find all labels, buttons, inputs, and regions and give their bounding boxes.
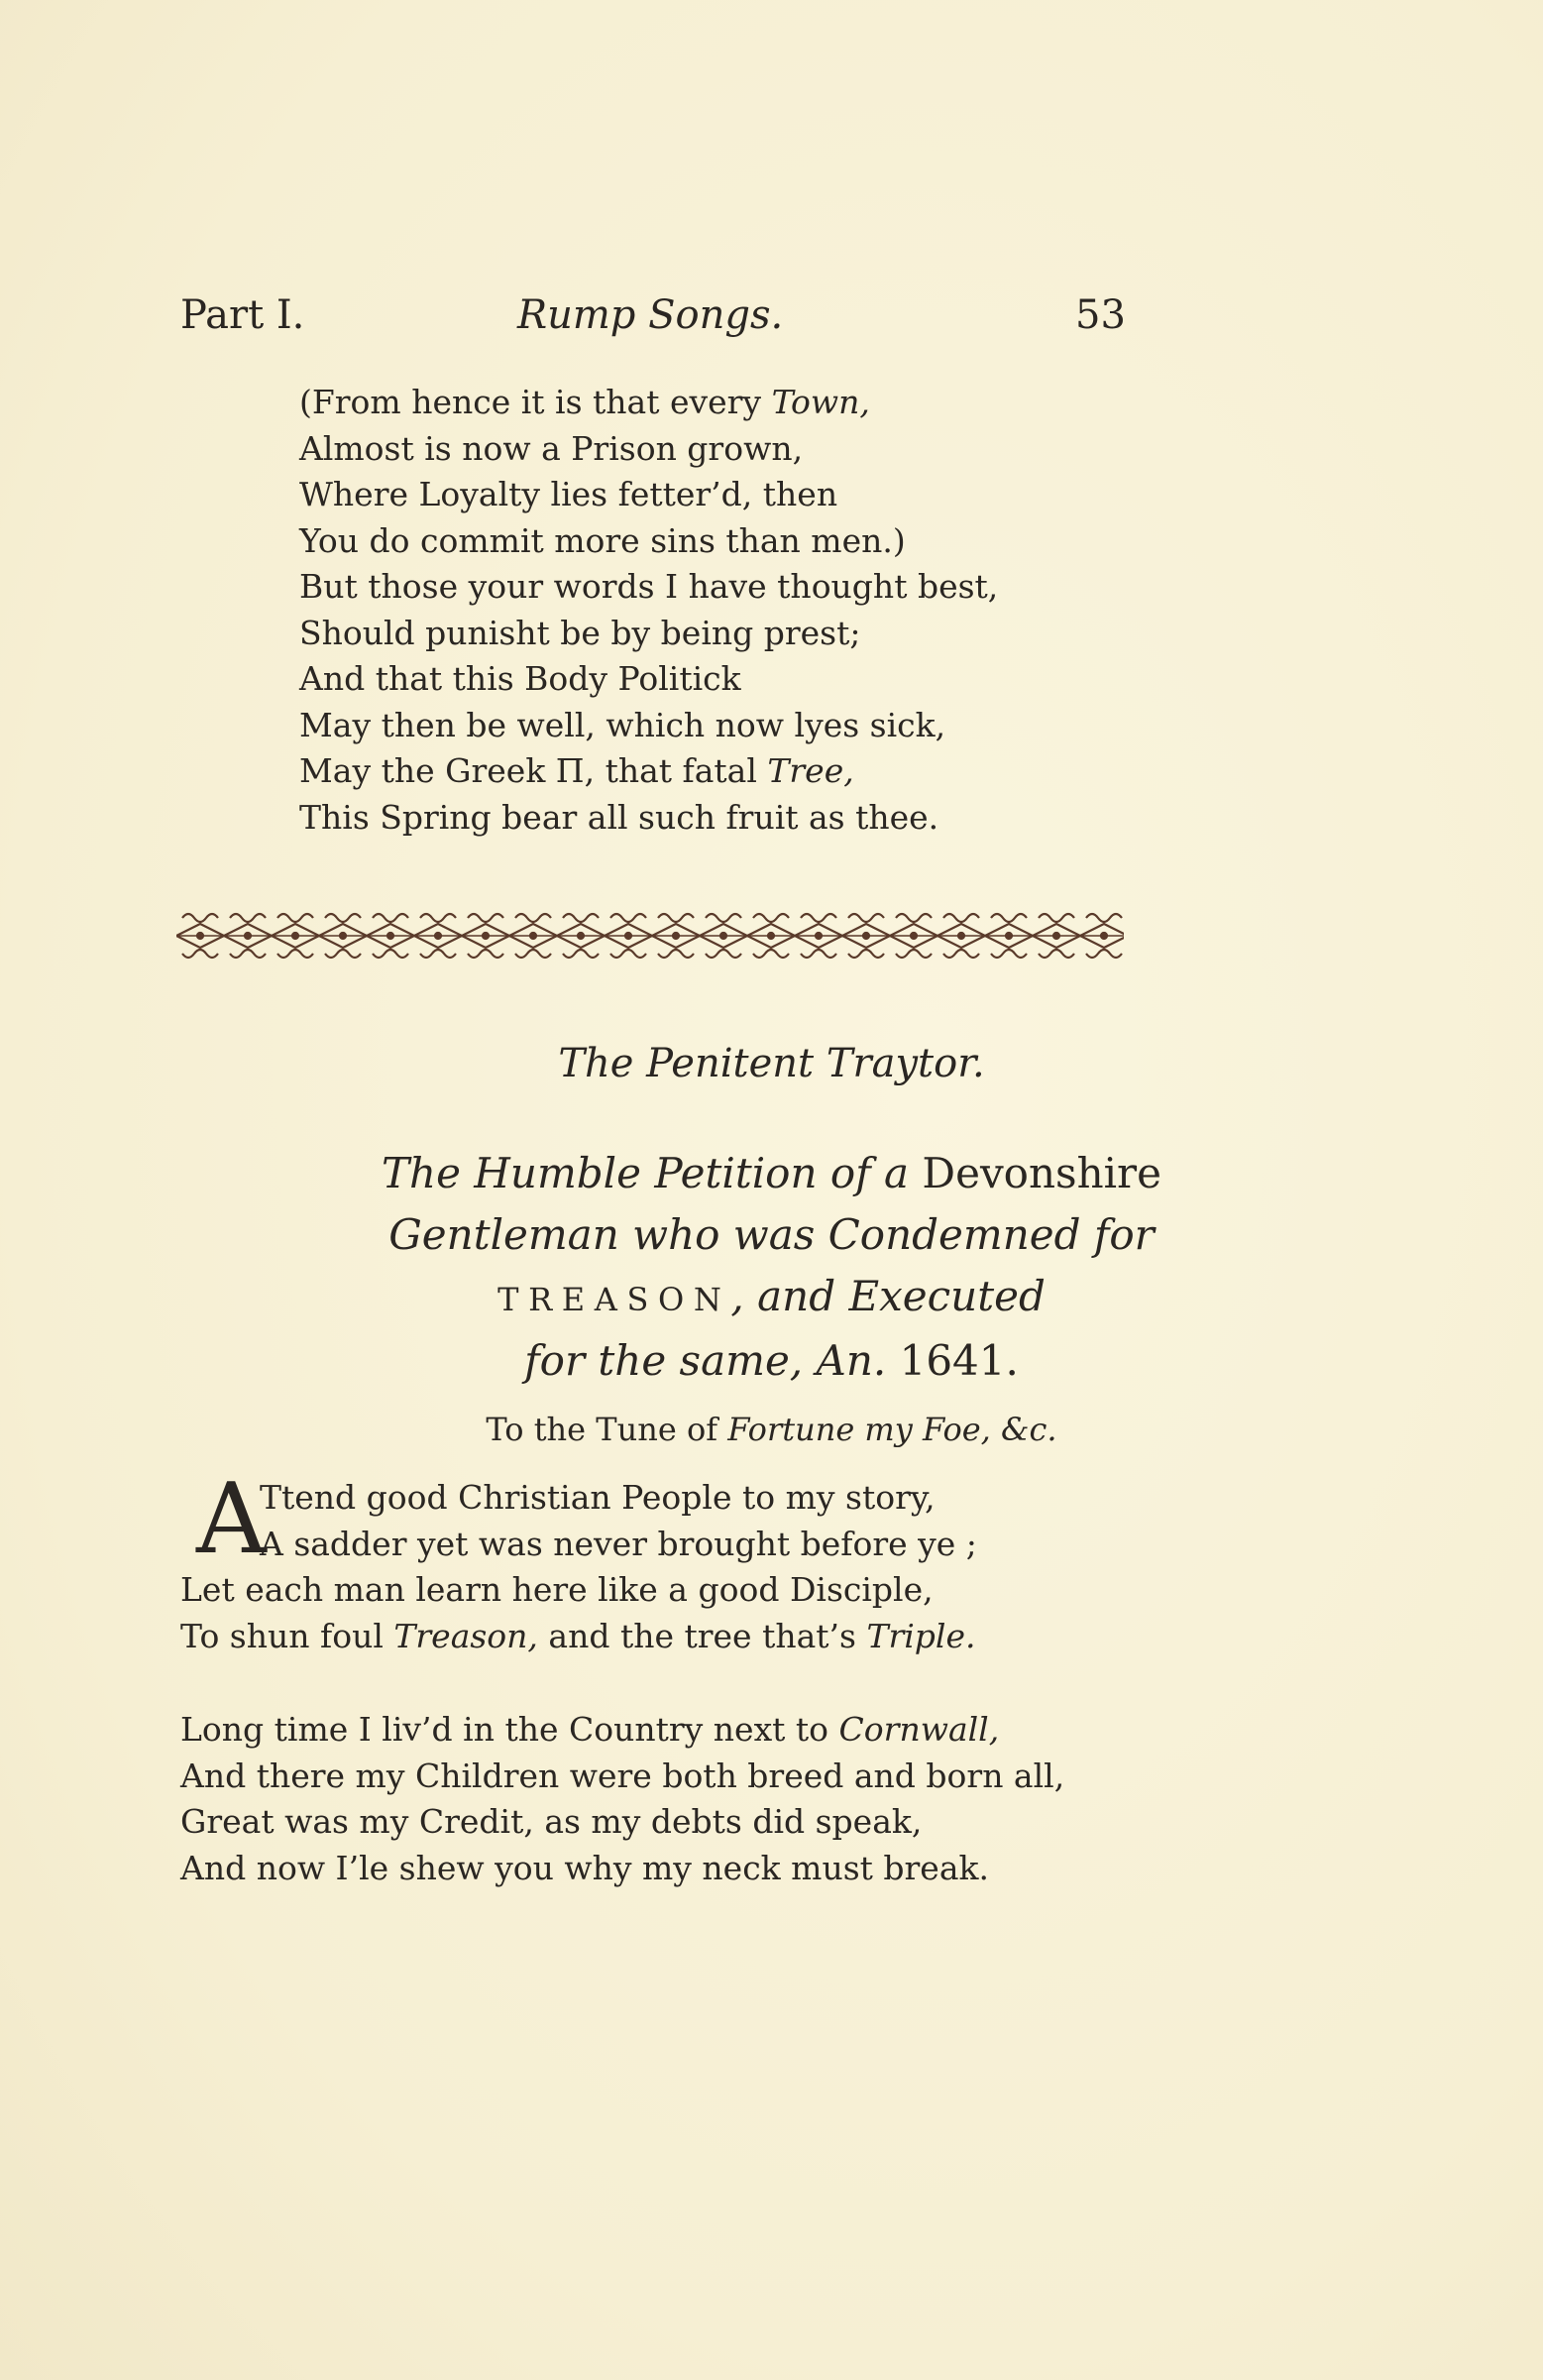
text-run: Ttend good Christian People to my story, bbox=[260, 1478, 936, 1517]
tune-line bbox=[0, 1411, 1543, 1448]
verse-line bbox=[180, 1567, 977, 1614]
text-run: (From hence it is that every bbox=[299, 383, 772, 421]
running-head-part: Part I. bbox=[180, 292, 305, 338]
verse-line bbox=[180, 1475, 977, 1522]
verse-line bbox=[299, 380, 998, 426]
drop-cap: A bbox=[196, 1463, 267, 1576]
verse-line bbox=[180, 1846, 1064, 1892]
verse-line bbox=[299, 656, 998, 703]
verse-line bbox=[180, 1754, 1064, 1800]
text-run: Cornwall, bbox=[838, 1710, 1000, 1749]
decorative-ornament-rule bbox=[176, 910, 1124, 962]
text-run: and the tree that’s bbox=[537, 1616, 867, 1655]
text-run: , and Executed bbox=[730, 1272, 1046, 1320]
subtitle-line bbox=[0, 1204, 1543, 1266]
text-run: Devonshire bbox=[922, 1149, 1161, 1197]
verse-line bbox=[180, 1614, 977, 1660]
text-run: But those your words I have thought best, bbox=[299, 567, 999, 606]
verse-line bbox=[299, 564, 998, 611]
verse-line bbox=[299, 472, 998, 518]
text-run: Great was my Credit, as my debts did speak, bbox=[180, 1802, 923, 1841]
text-run: And that this Body Politick bbox=[299, 659, 741, 698]
text-run: Tree, bbox=[767, 751, 854, 790]
text-run: May the Greek Π, that fatal bbox=[299, 751, 768, 790]
verse-line bbox=[299, 518, 998, 565]
text-run: Triple. bbox=[866, 1616, 976, 1655]
text-run: Gentleman who was Condemned for bbox=[388, 1210, 1155, 1259]
text-run: 1641. bbox=[899, 1336, 1019, 1385]
text-run: Town, bbox=[771, 383, 870, 421]
subtitle-line bbox=[0, 1330, 1543, 1392]
text-run: To the Tune of bbox=[486, 1411, 728, 1448]
text-run: And there my Children were both breed and born all, bbox=[180, 1756, 1065, 1795]
running-head-title: Rump Songs. bbox=[517, 292, 784, 338]
stanza-1 bbox=[180, 1475, 977, 1659]
page-number: 53 bbox=[1075, 292, 1126, 338]
verse-top bbox=[299, 380, 998, 841]
stanza-2 bbox=[180, 1707, 1064, 1891]
text-run: for the same, An. bbox=[524, 1336, 900, 1385]
verse-line bbox=[180, 1799, 1064, 1846]
text-run: Let each man learn here like a good Disciple, bbox=[180, 1570, 934, 1609]
text-run: Fortune my Foe, &c. bbox=[727, 1411, 1057, 1448]
verse-line bbox=[299, 426, 998, 473]
verse-line bbox=[299, 795, 998, 842]
text-run: And now I’le shew you why my neck must break. bbox=[180, 1848, 989, 1887]
text-run: TREASON bbox=[497, 1281, 731, 1318]
text-run: Almost is now a Prison grown, bbox=[299, 428, 804, 468]
text-run: Long time I liv’d in the Country next to bbox=[180, 1710, 839, 1749]
song-title: The Penitent Traytor. bbox=[558, 1041, 985, 1086]
subtitle-line bbox=[0, 1266, 1543, 1330]
subtitle-line bbox=[0, 1143, 1543, 1204]
verse-line bbox=[180, 1522, 977, 1568]
song-subtitle bbox=[0, 1143, 1543, 1392]
verse-line bbox=[180, 1707, 1064, 1754]
text-run: Treason, bbox=[393, 1616, 538, 1655]
text-run: Where Loyalty lies fetter’d, then bbox=[299, 475, 838, 513]
text-run: A sadder yet was never brought before ye ; bbox=[260, 1524, 977, 1563]
text-run: The Humble Petition of a bbox=[382, 1149, 923, 1197]
text-run: To shun foul bbox=[180, 1616, 394, 1655]
text-run: May then be well, which now lyes sick, bbox=[299, 705, 946, 744]
text-run: Should punisht be by being prest; bbox=[299, 613, 861, 652]
verse-line bbox=[299, 611, 998, 657]
text-run: This Spring bear all such fruit as thee. bbox=[299, 797, 939, 837]
verse-line bbox=[299, 703, 998, 749]
verse-line bbox=[299, 748, 998, 795]
text-run: You do commit more sins than men.) bbox=[299, 520, 906, 560]
